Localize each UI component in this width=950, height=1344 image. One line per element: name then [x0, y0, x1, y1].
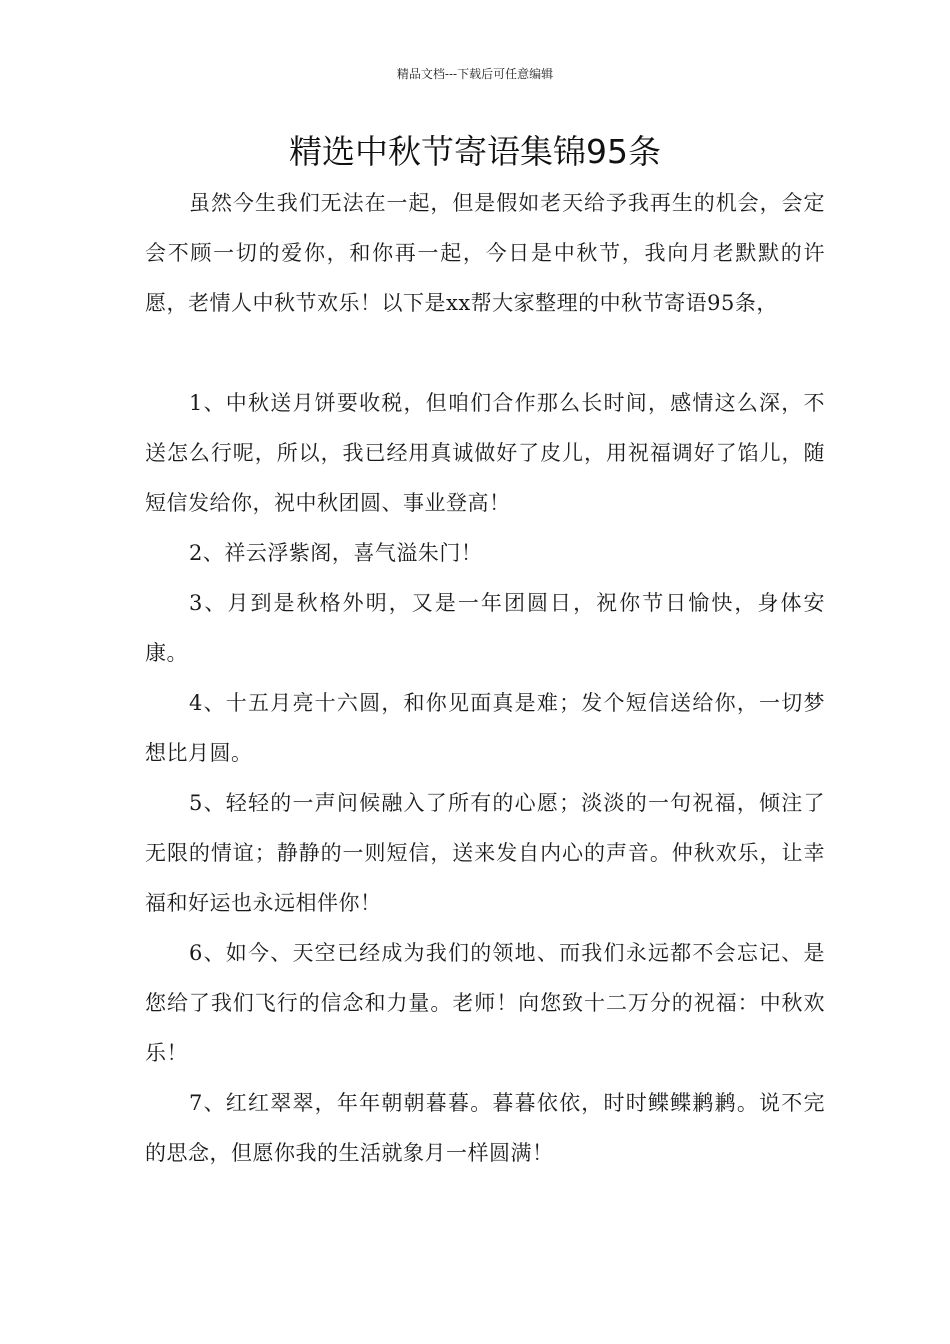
- list-item: 2、祥云浮紫阁，喜气溢朱门！: [189, 541, 483, 565]
- document-title: 精选中秋节寄语集锦95条: [289, 132, 661, 171]
- list-item: 5、轻轻的一声问候融入了所有的心愿；淡淡的一句祝福，倾注了无限的情谊；静静的一则短信，送来发自内心的声音。仲秋欢乐，让幸福和好运也永远相伴你！: [145, 791, 825, 915]
- list-item: 6、如今、天空已经成为我们的领地、而我们永远都不会忘记、是您给了我们飞行的信念和力量。老师！向您致十二万分的祝福：中秋欢乐！: [145, 941, 825, 1065]
- paragraph-gap: [145, 328, 825, 378]
- list-item: 1、中秋送月饼要收税，但咱们合作那么长时间，感情这么深，不送怎么行呢，所以，我已经用真诚做好了皮儿，用祝福调好了馅儿，随短信发给你，祝中秋团圆、事业登高！: [145, 391, 825, 515]
- intro-paragraph: 虽然今生我们无法在一起，但是假如老天给予我再生的机会，会定会不顾一切的爱你，和你再一起，今日是中秋节，我向月老默默的许愿，老情人中秋节欢乐！以下是xx帮大家整理的中秋节寄语95条，: [145, 191, 825, 315]
- list-item: 3、月到是秋格外明，又是一年团圆日，祝你节日愉快，身体安康。: [145, 591, 825, 665]
- list-item: 7、红红翠翠，年年朝朝暮暮。暮暮依依，时时鲽鲽鹣鹣。说不完的思念，但愿你我的生活就象月一样圆满！: [145, 1091, 825, 1165]
- document-body: [145, 178, 825, 1178]
- list-item: 4、十五月亮十六圆，和你见面真是难；发个短信送给你，一切梦想比月圆。: [145, 691, 825, 765]
- page-header: 精品文档---下载后可任意编辑: [396, 67, 554, 81]
